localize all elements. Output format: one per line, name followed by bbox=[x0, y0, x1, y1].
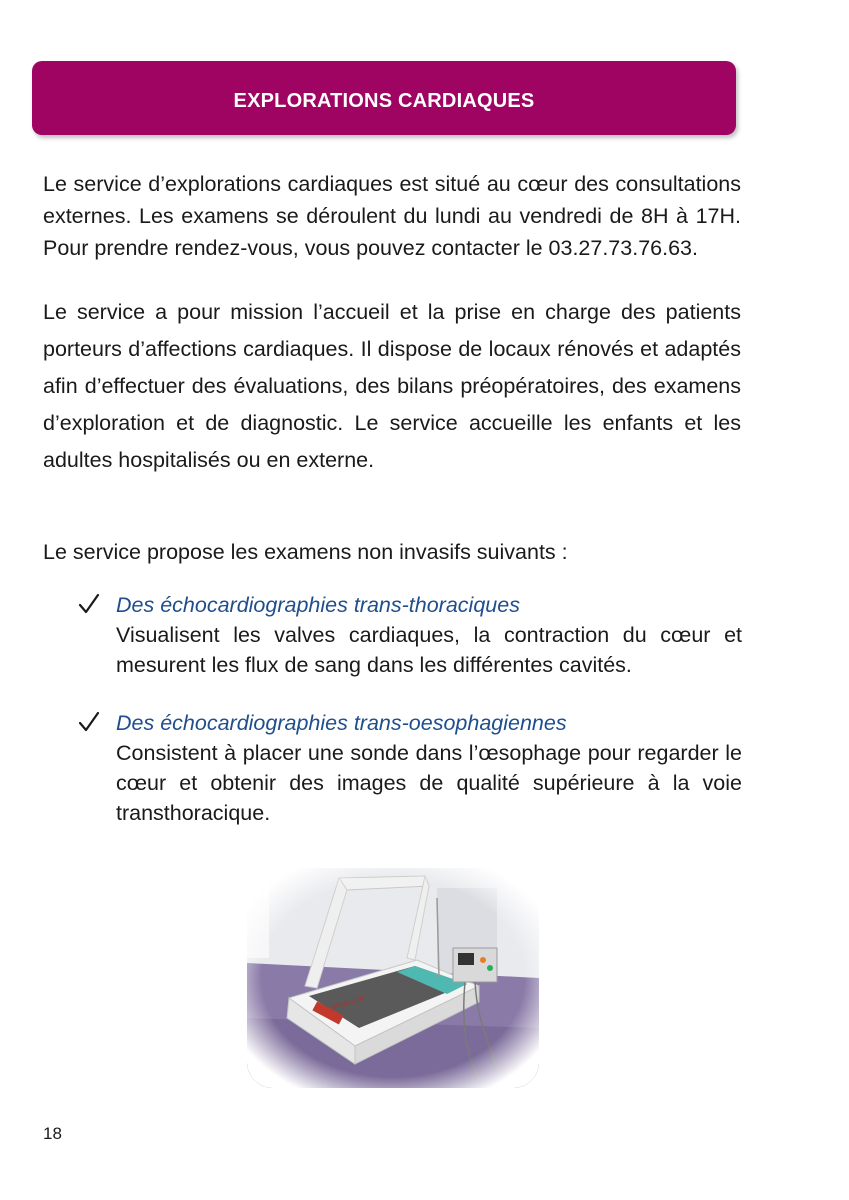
exam-title: Des échocardiographies trans-oesophagiennes bbox=[116, 711, 567, 735]
exam-description: Consistent à placer une sonde dans l’œsophage pour regarder le cœur et obtenir des images de qualité supérieure à la voie transthoracique. bbox=[116, 741, 742, 825]
exams-intro-paragraph: Le service propose les examens non invasifs suivants : bbox=[43, 540, 568, 564]
section-header-banner bbox=[32, 61, 736, 135]
treadmill-photo bbox=[247, 868, 539, 1088]
exam-title: Des échocardiographies trans-thoraciques bbox=[116, 593, 520, 617]
section-title: EXPLORATIONS CARDIAQUES bbox=[233, 89, 535, 112]
page-number: 18 bbox=[43, 1124, 62, 1143]
intro-paragraph: Le service d’explorations cardiaques est situé au cœur des consultations externes. Les examens se déroulent du lundi au vendredi de 8H à 17H. Pour prendre rendez-vous, vous pouvez contacter le 03.27.73.76.63. bbox=[43, 172, 741, 260]
treadmill-illustration bbox=[247, 868, 539, 1088]
exam-description: Visualisent les valves cardiaques, la contraction du cœur et mesurent les flux de sang dans les différentes cavités. bbox=[116, 623, 742, 677]
mission-paragraph: Le service a pour mission l’accueil et la prise en charge des patients porteurs d’affections cardiaques. Il dispose de locaux rénovés et adaptés afin d’effectuer des évaluations, des bilans préopératoires, des examens d’exploration et de diagnostic. Le service accueille les enfants et les adultes hospitalisés ou en externe. bbox=[43, 300, 741, 472]
exam-list-item bbox=[78, 708, 742, 828]
exam-list-item bbox=[78, 590, 742, 680]
checkmark-icon bbox=[78, 710, 100, 734]
checkmark-icon bbox=[78, 592, 100, 616]
